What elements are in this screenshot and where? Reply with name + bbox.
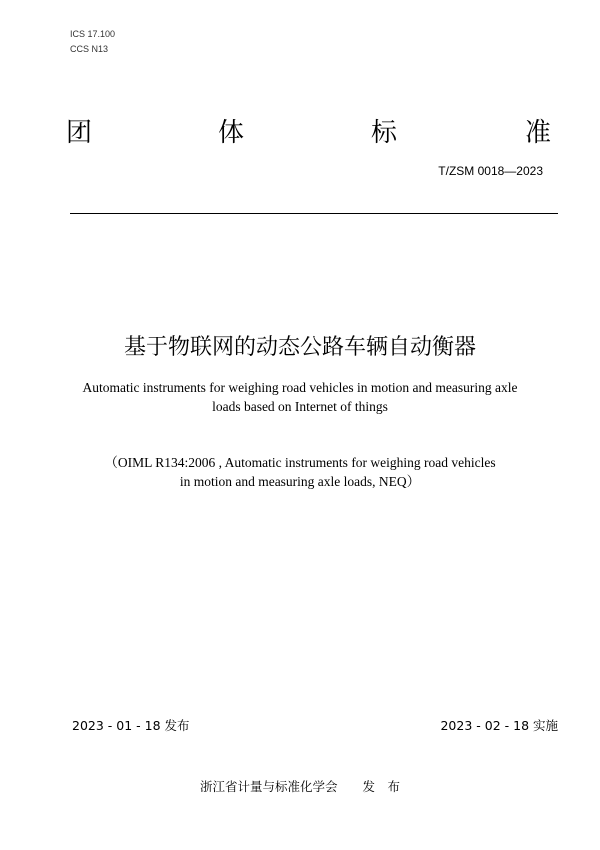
title-en-line1: Automatic instruments for weighing road vehicles in motion and measuring axle	[82, 380, 518, 395]
header-char: 团	[66, 118, 93, 148]
header-char: 标	[371, 118, 398, 148]
issue-date: 2023 - 01 - 18 发布	[72, 718, 190, 733]
divider	[70, 213, 558, 214]
reference-line1: （OIML R134:2006 , Automatic instruments for weighing road vehicles	[104, 455, 496, 470]
implement-date: 2023 - 02 - 18 实施	[440, 718, 558, 733]
publisher: 浙江省计量与标准化学会 发 布	[199, 779, 400, 794]
standard-code: T/ZSM 0018—2023	[438, 164, 543, 178]
ccs-code: CCS N13	[70, 44, 109, 54]
title-en-line2: loads based on Internet of things	[212, 399, 388, 414]
header-char: 准	[525, 118, 552, 148]
header-char: 体	[218, 118, 245, 148]
title-zh: 基于物联网的动态公路车辆自动衡器	[123, 335, 476, 360]
ics-code: ICS 17.100	[70, 29, 116, 39]
reference-line2: in motion and measuring axle loads, NEQ）	[179, 474, 421, 489]
